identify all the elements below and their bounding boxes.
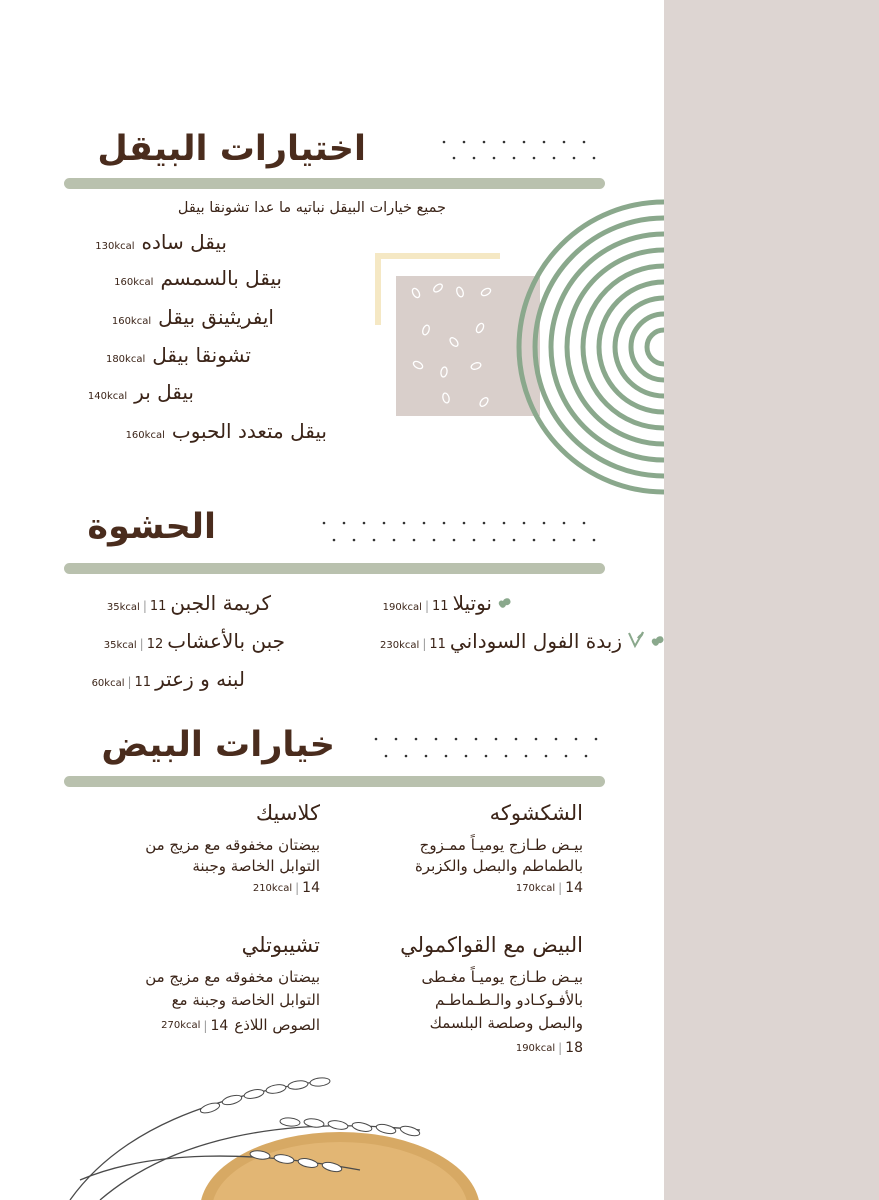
- dotted-divider: [440, 136, 600, 176]
- egg-item-meta: [161, 1015, 320, 1036]
- item-price: 11: [429, 637, 446, 652]
- vegan-leaf-icon: [627, 630, 645, 648]
- item-name: تشونقا بيقل: [152, 343, 251, 367]
- item-price: 14: [565, 880, 583, 896]
- item-kcal: 210kcal: [252, 882, 293, 894]
- item-price: 11: [149, 599, 167, 614]
- separator: |: [203, 1018, 208, 1033]
- item-price: 14: [302, 880, 320, 896]
- item-name: لبنه و زعتر: [155, 667, 245, 691]
- filling-item: [92, 667, 245, 691]
- dotted-divider: [320, 518, 605, 558]
- filling-item: [380, 629, 666, 653]
- menu-item: [88, 380, 194, 404]
- eggs-section-bar: [64, 776, 605, 787]
- egg-item-desc: التوابل الخاصة وجبنة: [192, 857, 320, 875]
- item-kcal: 160kcal: [111, 316, 152, 327]
- item-kcal: 190kcal: [382, 602, 422, 613]
- wheat-illustration: [60, 1060, 500, 1200]
- item-kcal: 160kcal: [125, 430, 165, 441]
- item-name: كريمة الجبن: [170, 591, 271, 615]
- fillings-section-title: الحشوة: [87, 507, 216, 547]
- dotted-divider: [372, 734, 605, 774]
- egg-item-meta: [253, 880, 320, 896]
- item-kcal: 270kcal: [161, 1020, 201, 1031]
- item-price: 14: [210, 1017, 229, 1034]
- egg-item-title: البيض مع القواكمولي: [400, 933, 583, 957]
- menu-item: [126, 419, 327, 443]
- egg-item-meta: [516, 1040, 583, 1056]
- bagel-section-bar: [64, 178, 605, 189]
- filling-item: [107, 591, 271, 615]
- item-kcal: 130kcal: [95, 241, 135, 252]
- separator: |: [558, 1041, 563, 1055]
- egg-item-desc: الصوص اللاذع: [234, 1016, 320, 1034]
- side-panel: [664, 0, 879, 1200]
- egg-item-meta: [516, 880, 583, 896]
- item-price: 11: [432, 599, 449, 614]
- item-price: 11: [134, 675, 152, 690]
- item-name: بيقل متعدد الحبوب: [171, 419, 327, 443]
- item-kcal: 230kcal: [380, 640, 420, 651]
- egg-item-desc: بيضتان مخفوقه مع مزيج من: [145, 968, 320, 986]
- bagel-note: جميع خيارات البيقل نباتيه ما عدا تشونقا بيقل: [177, 200, 446, 216]
- separator: |: [558, 881, 563, 895]
- item-name: جبن بالأعشاب: [167, 629, 285, 653]
- peanut-icon: [650, 634, 666, 648]
- egg-item-desc: بالأفـوكـادو والـطـماطـم: [434, 991, 583, 1009]
- decorative-graphic: [370, 180, 666, 505]
- eggs-section-title: خيارات البيض: [101, 725, 335, 765]
- menu-item: [112, 305, 274, 329]
- separator: |: [142, 599, 147, 613]
- item-name: بيقل بر: [134, 380, 194, 404]
- item-kcal: 170kcal: [515, 882, 556, 894]
- menu-item: [114, 266, 282, 290]
- egg-item-title: تشيبوتلي: [241, 933, 320, 957]
- item-kcal: 160kcal: [114, 277, 154, 288]
- item-name: زبدة الفول السوداني: [449, 629, 622, 653]
- fillings-section-bar: [64, 563, 605, 574]
- menu-item: [106, 343, 251, 367]
- item-kcal: 60kcal: [91, 678, 125, 689]
- item-kcal: 140kcal: [87, 391, 128, 402]
- separator: |: [424, 599, 430, 613]
- item-name: بيقل ساده: [141, 230, 227, 254]
- separator: |: [127, 675, 132, 689]
- egg-item-desc: والبصل وصلصة البلسمك: [429, 1014, 583, 1032]
- peanut-icon: [497, 596, 513, 610]
- egg-item-desc: بيـض طـازج يوميـاً ممـزوج: [419, 836, 583, 854]
- item-name: نوتيلا: [452, 591, 492, 615]
- egg-item-title: كلاسيك: [255, 801, 320, 825]
- egg-item-desc: بيـض طـازج يوميـاً مغـطى: [421, 968, 583, 986]
- item-price: 18: [565, 1040, 583, 1056]
- egg-item-desc: بالطماطم والبصل والكزبرة: [414, 857, 583, 875]
- item-kcal: 35kcal: [103, 640, 137, 651]
- item-name: بيقل بالسمسم: [160, 266, 282, 290]
- separator: |: [139, 637, 144, 651]
- menu-item: [95, 230, 227, 254]
- item-kcal: 180kcal: [105, 354, 146, 365]
- filling-item: [383, 591, 513, 615]
- bagel-section-title: اختيارات البيقل: [97, 129, 366, 169]
- item-price: 12: [146, 637, 164, 652]
- egg-item-title: الشكشوكه: [489, 801, 583, 825]
- egg-item-desc: بيضتان مخفوقه مع مزيج من: [145, 836, 320, 854]
- separator: |: [295, 881, 300, 895]
- filling-item: [104, 629, 285, 653]
- item-name: ايفريثينق بيقل: [158, 305, 274, 329]
- item-kcal: 35kcal: [106, 602, 140, 613]
- separator: |: [422, 637, 427, 651]
- item-kcal: 190kcal: [515, 1042, 556, 1054]
- egg-item-desc: التوابل الخاصة وجبنة مع: [171, 991, 320, 1009]
